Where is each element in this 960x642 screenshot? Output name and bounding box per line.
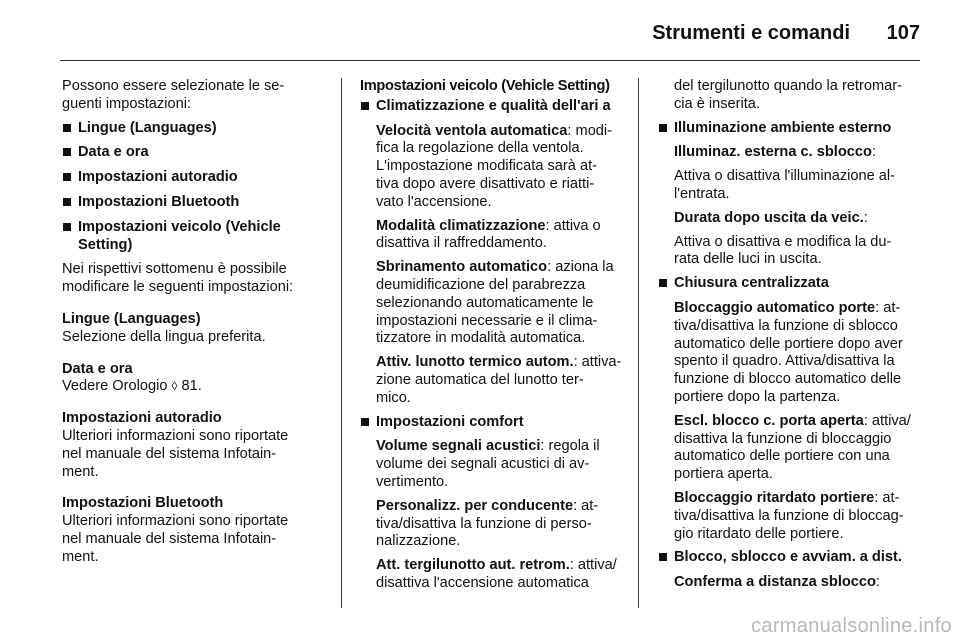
setting-item: Attiv. lunotto termico autom.: attiva- zione automatica del lunotto ter- mico. bbox=[376, 354, 622, 406]
bullet-square-icon bbox=[63, 124, 71, 132]
column-divider-2 bbox=[638, 78, 639, 608]
watermark: carmanualsonline.info bbox=[751, 615, 952, 637]
list-item: Blocco, sblocco e avviam. a dist. bbox=[658, 549, 924, 567]
setting-item: Personalizz. per conducente: at- tiva/disattiva la funzione di perso- nalizzazione. bbox=[376, 497, 599, 550]
list-item: Impostazioni comfort bbox=[360, 414, 622, 432]
setting-item: Velocità ventola automatica: modi- fica la regolazione della ventola. L'impostazione modificata sarà at- tiva dopo avere disattivato e riatti- vato l'accensione. bbox=[376, 122, 613, 210]
bullet-square-icon bbox=[63, 148, 71, 156]
list-item: Lingue (Languages) bbox=[62, 120, 320, 138]
column-2 bbox=[360, 78, 622, 599]
section-heading: Lingue (Languages) bbox=[62, 310, 201, 327]
list-item: Chiusura centralizzata bbox=[658, 275, 924, 293]
setting-term: Durata dopo uscita da veic.: bbox=[674, 209, 868, 226]
header-divider bbox=[60, 60, 920, 61]
list-item: Impostazioni Bluetooth bbox=[62, 194, 320, 212]
list-item: Impostazioni autoradio bbox=[62, 169, 320, 187]
setting-text: Attiva o disattiva e modifica la du- rata delle luci in uscita. bbox=[674, 233, 892, 268]
page-ref-arrow-icon: ◊ bbox=[171, 379, 178, 394]
setting-term: Conferma a distanza sblocco: bbox=[674, 574, 880, 591]
bullet-square-icon bbox=[659, 279, 667, 287]
setting-term: Illuminaz. esterna c. sblocco: bbox=[674, 144, 876, 161]
section-heading: Impostazioni Bluetooth bbox=[62, 495, 224, 512]
section-heading: Impostazioni veicolo (Vehicle Setting) bbox=[360, 78, 610, 94]
setting-item: Volume segnali acustici: regola il volume dei segnali acustici di av- vertimento. bbox=[376, 438, 600, 490]
header-title: Strumenti e comandi bbox=[652, 22, 850, 44]
after-list-text: Nei rispettivi sottomenu è possibile modificare le seguenti impostazioni: bbox=[62, 261, 294, 296]
list-item: Data e ora bbox=[62, 144, 320, 162]
bullet-square-icon bbox=[63, 223, 71, 231]
column-1 bbox=[62, 78, 320, 573]
column-3 bbox=[658, 78, 924, 598]
column-divider-1 bbox=[341, 78, 342, 608]
setting-item: Escl. blocco c. porta aperta: attiva/ disattiva la funzione di bloccaggio automatico delle portiere con una portiera aperta. bbox=[674, 412, 911, 483]
bullet-square-icon bbox=[63, 173, 71, 181]
setting-text: Attiva o disattiva l'illuminazione al- l'entrata. bbox=[674, 168, 895, 202]
section-text: Vedere Orologio ◊ 81. bbox=[62, 378, 202, 395]
section-heading: Data e ora bbox=[62, 360, 133, 377]
section-heading: Impostazioni autoradio bbox=[62, 410, 222, 427]
section-text: Selezione della lingua preferita. bbox=[62, 328, 266, 345]
bullet-square-icon bbox=[361, 418, 369, 426]
intro-text: Possono essere selezionate le se- guenti impostazioni: bbox=[62, 78, 285, 112]
setting-item: Bloccaggio automatico porte: at- tiva/disattiva la funzione di sblocco automatico delle portiere dopo aver spento il quadro. Attiva/disattiva la funzione di blocco automatico delle portiere dopo la partenza. bbox=[674, 299, 903, 405]
section-text: Ulteriori informazioni sono riportate nel manuale del sistema Infotain- ment. bbox=[62, 427, 289, 480]
section-text: Ulteriori informazioni sono riportate nel manuale del sistema Infotain- ment. bbox=[62, 513, 289, 565]
page-header bbox=[0, 0, 960, 62]
bullet-square-icon bbox=[659, 124, 667, 132]
bullet-square-icon bbox=[659, 553, 667, 561]
continued-text: del tergilunotto quando la retromar- cia è inserita. bbox=[674, 78, 902, 112]
setting-item: Sbrinamento automatico: aziona la deumidificazione del parabrezza selezionando automaticamente le impostazioni necessarie e il clima- tizzatore in modalità automatica. bbox=[376, 259, 614, 347]
list-item: Climatizzazione e qualità dell'ari a bbox=[360, 98, 622, 116]
list-item: Impostazioni veicolo (Vehicle Setting) bbox=[62, 219, 320, 255]
setting-item: Att. tergilunotto aut. retrom.: attiva/ disattiva l'accensione automatica bbox=[376, 557, 617, 591]
setting-item: Bloccaggio ritardato portiere: at- tiva/disattiva la funzione di bloccag- gio ritardato delle portiere. bbox=[674, 489, 904, 542]
bullet-square-icon bbox=[63, 198, 71, 206]
page-number: 107 bbox=[886, 22, 920, 44]
list-item: Illuminazione ambiente esterno bbox=[658, 120, 924, 138]
bullet-square-icon bbox=[361, 102, 369, 110]
setting-item: Modalità climatizzazione: attiva o disattiva il raffreddamento. bbox=[376, 217, 601, 252]
